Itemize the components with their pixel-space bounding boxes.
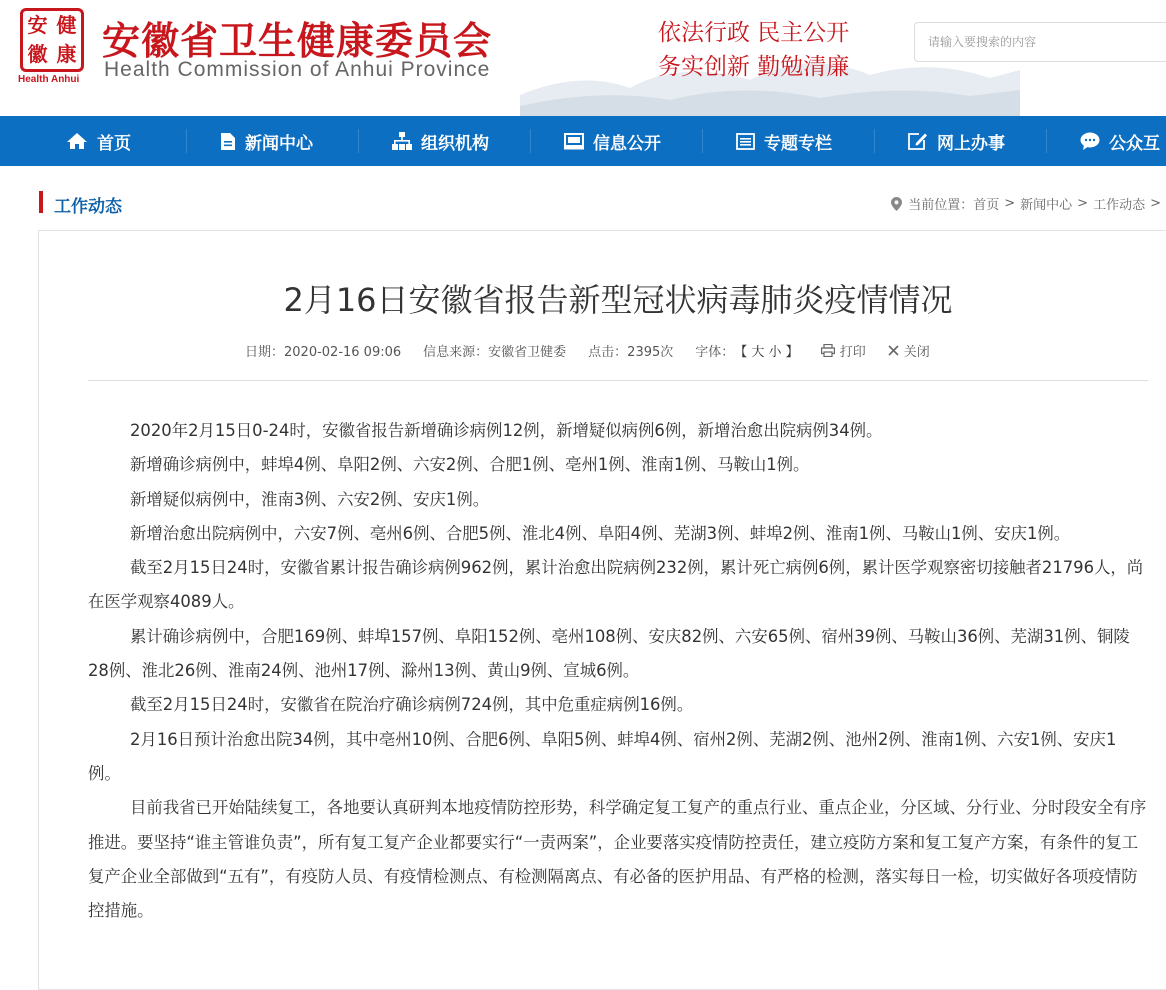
breadcrumb-separator: >: [1077, 196, 1089, 211]
edit-icon: [908, 132, 928, 150]
font-size-toggle[interactable]: 【 大 小 】: [734, 345, 799, 360]
font-size-label: 字体：: [695, 345, 735, 360]
article-paragraph: 新增治愈出院病例中，六安7例、亳州6例、合肥5例、淮北4例、阜阳4例、芜湖3例、蚌埠2例、淮南1例、马鞍山1例、安庆1例。: [130, 523, 1071, 543]
site-header: [0, 0, 1166, 116]
nav-divider: [702, 129, 703, 153]
breadcrumb: [891, 194, 1166, 213]
article-paragraph: 新增疑似病例中，淮南3例、六安2例、安庆1例。: [130, 489, 490, 509]
article-paragraph: 截至2月15日24时，安徽省在院治疗确诊病例724例，其中危重症病例16例。: [130, 695, 694, 715]
nav-divider: [358, 129, 359, 153]
print-button[interactable]: 打印: [821, 341, 866, 360]
document-icon: [220, 132, 236, 151]
article-source: 信息来源：安徽省卫健委: [423, 345, 567, 360]
breadcrumb-link-work[interactable]: 工作动态: [1093, 198, 1146, 213]
site-title-english: Health Commission of Anhui Province: [104, 58, 491, 81]
breadcrumb-link-news[interactable]: 新闻中心: [1020, 198, 1073, 213]
close-button[interactable]: 关闭: [888, 341, 930, 360]
close-icon: [888, 345, 899, 356]
slogan-line-2: 务实创新 勤勉清廉: [658, 54, 850, 80]
article-paragraph: 2020年2月15日0-24时，安徽省报告新增确诊病例12例，新增疑似病例6例，新增治愈出院病例34例。: [130, 421, 883, 440]
article-paragraph: 累计确诊病例中，合肥169例、蚌埠157例、阜阳152例、亳州108例、安庆82例、六安65例、宿州39例、马鞍山36例、芜湖31例、铜陵28例、淮北26例、淮南24例、池州17例、滁州13例、黄山9例、宣城6例。: [88, 626, 1130, 681]
breadcrumb-separator: >: [1150, 196, 1161, 211]
breadcrumb-link-home[interactable]: 首页: [973, 198, 1000, 213]
nav-item-org[interactable]: 组织机构: [392, 116, 489, 166]
title-divider: [88, 380, 1148, 381]
nav-divider: [1046, 129, 1047, 153]
nav-divider: [874, 129, 875, 153]
nav-divider: [186, 129, 187, 153]
home-icon: [66, 132, 88, 150]
nav-divider: [530, 129, 531, 153]
article-meta: [245, 341, 952, 360]
article-clicks: 点击：2395次: [588, 345, 674, 360]
logo-seal[interactable]: 安 健 徽 康: [20, 8, 84, 72]
nav-item-topics[interactable]: 专题专栏: [736, 116, 832, 166]
logo-english-text: Health Anhui: [18, 74, 80, 85]
location-pin-icon: [891, 197, 902, 211]
section-marker: [39, 191, 43, 213]
search-input[interactable]: [914, 22, 1166, 62]
article-date: 日期：2020-02-16 09:06: [245, 345, 402, 360]
breadcrumb-prefix: 当前位置：: [908, 198, 974, 213]
list-icon: [736, 133, 755, 150]
article-paragraph: 截至2月15日24时，安徽省累计报告确诊病例962例，累计治愈出院病例232例，累计死亡病例6例，累计医学观察密切接触者21796人，尚在医学观察4089人。: [88, 558, 1144, 612]
article-title: 2月16日安徽省报告新型冠状病毒肺炎疫情情况: [283, 281, 953, 319]
nav-item-info[interactable]: 信息公开: [564, 116, 661, 166]
main-nav: [0, 116, 1166, 166]
nav-item-services[interactable]: 网上办事: [908, 116, 1005, 166]
slogan-line-1: 依法行政 民主公开: [658, 20, 850, 46]
printer-icon: [821, 344, 835, 357]
article-paragraph: 目前我省已开始陆续复工，各地要认真研判本地疫情防控形势，科学确定复工复产的重点行业、重点企业，分区域、分行业、分时段安全有序推进。要坚持“谁主管谁负责”，所有复工复产企业都要实行“一责两案”，企业要落实疫情防控责任，建立疫防方案和复工复产方案，有条件的复工复产企业全部做到“五有”，有疫防人员、有疫情检测点、有检测隔离点、有必备的医护用品、有严格的检测，落实每日一检，切实做好各项疫情防控措施。: [88, 798, 1147, 921]
section-title[interactable]: 工作动态: [54, 197, 122, 217]
article-paragraph: 新增确诊病例中，蚌埠4例、阜阳2例、六安2例、合肥1例、亳州1例、淮南1例、马鞍山1例。: [130, 455, 810, 475]
breadcrumb-separator: >: [1004, 196, 1016, 211]
nav-item-news[interactable]: 新闻中心: [220, 116, 313, 166]
article-body: [88, 414, 1148, 928]
org-chart-icon: [392, 132, 412, 150]
article-paragraph: 2月16日预计治愈出院34例，其中亳州10例、合肥6例、阜阳5例、蚌埠4例、宿州2例、芜湖2例、池州2例、淮南1例、六安1例、安庆1例。: [88, 729, 1117, 783]
nav-item-home[interactable]: 首页: [66, 116, 131, 166]
book-icon: [564, 133, 584, 150]
site-title[interactable]: 安徽省卫生健康委员会: [102, 19, 493, 63]
chat-icon: [1080, 132, 1100, 150]
nav-item-public[interactable]: 公众互: [1080, 116, 1160, 166]
